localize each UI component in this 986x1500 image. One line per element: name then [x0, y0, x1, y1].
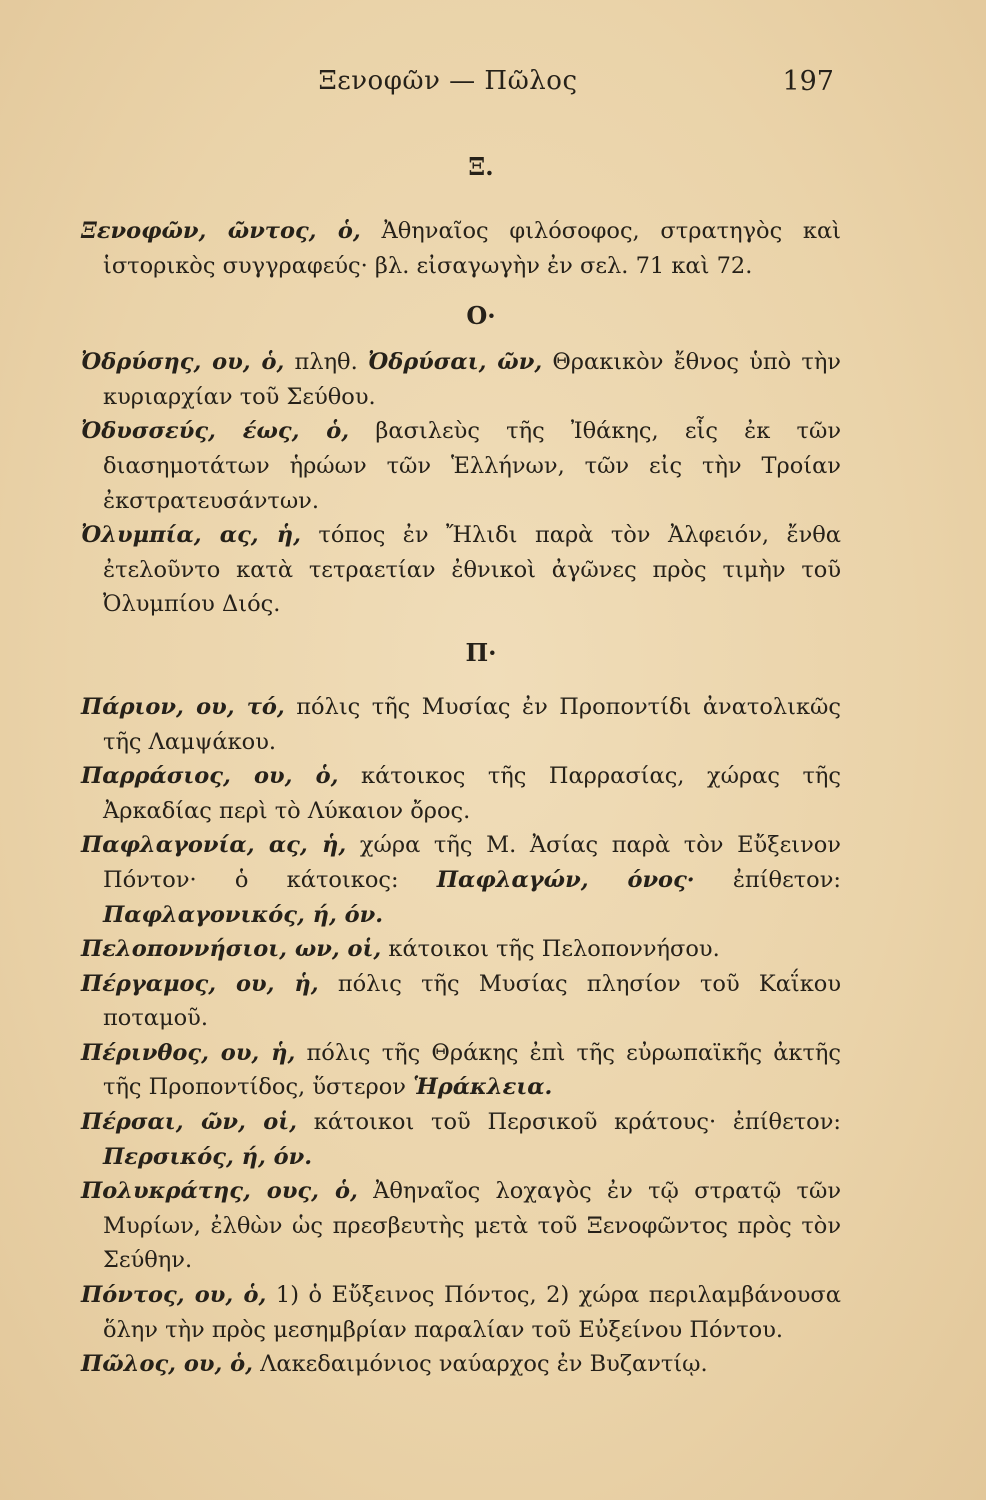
glossary-entry: [81, 1278, 841, 1347]
entry-definition: κάτοικοι τῆς Πελοποννήσου.: [388, 936, 720, 963]
entry-definition: Θρακικὸν ἔθνος ὑπὸ τὴν κυριαρχίαν τοῦ Σεύθου.: [103, 349, 841, 410]
entry-headword: Πῶλος, ου, ὁ,: [81, 1351, 253, 1378]
entry-definition: κάτοικοι τοῦ Περσικοῦ κράτους· ἐπίθετον:: [313, 1109, 841, 1136]
section-letter-omicron: Ο·: [466, 301, 496, 331]
entry-definition: πόλις τῆς Μυσίας πλησίον τοῦ Καΐκου ποταμοῦ.: [103, 970, 842, 1032]
entry-definition: πληθ.: [294, 349, 358, 376]
entry-headword-plural: Ὀδρύσαι, ῶν,: [367, 349, 543, 376]
glossary-entry: [81, 1174, 841, 1278]
section-letter-pi: Π·: [465, 637, 497, 667]
entry-definition: 1) ὁ Εὔξεινος Πόντος, 2) χώρα περιλαμβάνουσα ὅλην τὴν πρὸς μεσημβρίαν παραλίαν τοῦ Εὐξείνου Πόντου.: [103, 1282, 841, 1343]
glossary-entry: [81, 1036, 841, 1105]
entry-headword-adjective: Παφλαγονικός, ή, όν.: [103, 901, 384, 928]
glossary-entry: [81, 932, 841, 967]
entry-headword: Πέργαμος, ου, ἡ,: [81, 970, 319, 997]
entry-definition: Ἀθηναῖος φιλόσοφος, στρατηγὸς καὶ ἱστορικὸς συγγραφεύς· βλ. εἰσαγωγὴν ἐν σελ. 71 καὶ 72.: [103, 218, 842, 279]
glossary-entry: [81, 345, 841, 414]
entry-definition: Ἀθηναῖος λοχαγὸς ἐν τῷ στρατῷ τῶν Μυρίων, ἐλθὼν ὡς πρεσβευτὴς μετὰ τοῦ Ξενοφῶντος πρὸς τὸν Σεύθην.: [103, 1178, 841, 1274]
entry-definition: πόλις τῆς Θράκης ἐπὶ τῆς εὐρωπαϊκῆς ἀκτῆς τῆς Προποντίδος, ὕστερον: [103, 1039, 842, 1101]
entry-headword: Πελοποννήσιοι, ων, οἱ,: [81, 936, 382, 963]
entry-definition: χώρα τῆς Μ. Ἀσίας παρὰ τὸν Εὔξεινον Πόντον· ὁ κάτοικος:: [103, 832, 841, 893]
running-title: Ξενοφῶν — Πῶλος: [318, 66, 578, 96]
glossary-entry: [81, 1105, 841, 1174]
glossary-entry: [81, 828, 841, 932]
entry-headword: Πέρσαι, ῶν, οἱ,: [81, 1109, 297, 1136]
entry-headword: Ξενοφῶν, ῶντος, ὁ,: [81, 218, 361, 244]
entry-headword-inhabitant: Παφλαγών, όνος·: [436, 866, 695, 893]
glossary-content: [81, 150, 841, 1382]
glossary-entry: [81, 414, 841, 518]
entry-definition: Λακεδαιμόνιος ναύαρχος ἐν Βυζαντίῳ.: [260, 1351, 708, 1378]
entry-headword: Πάριον, ου, τό,: [81, 693, 285, 720]
entry-headword: Παρράσιος, ου, ὁ,: [81, 763, 339, 790]
glossary-entry: [81, 214, 841, 283]
entry-definition: ἐπίθετον:: [732, 866, 841, 893]
section-letter-xi: Ξ.: [468, 152, 494, 181]
entry-definition: βασιλεὺς τῆς Ἰθάκης, εἷς ἐκ τῶν διασημοτάτων ἡρώων τῶν Ἑλλήνων, τῶν εἰς τὴν Τροίαν ἐκστρατευσάντων.: [103, 418, 841, 514]
entry-definition: πόλις τῆς Μυσίας ἐν Προποντίδι ἀνατολικῶς τῆς Λαμψάκου.: [103, 693, 841, 755]
entry-headword: Ὀδρύσης, ου, ὁ,: [81, 349, 285, 376]
glossary-entry: [81, 759, 841, 828]
page-header: [0, 66, 986, 102]
glossary-entry: [81, 690, 841, 759]
entry-definition: κάτοικος τῆς Παρρασίας, χώρας τῆς Ἀρκαδίας περὶ τὸ Λύκαιον ὄρος.: [103, 763, 842, 824]
page-number: 197: [782, 66, 834, 97]
entry-headword: Πόντος, ου, ὁ,: [81, 1282, 267, 1309]
entry-headword: Πολυκράτης, ους, ὁ,: [81, 1178, 358, 1205]
entry-headword-adjective: Περσικός, ή, όν.: [103, 1143, 313, 1170]
entry-headword: Παφλαγονία, ας, ἡ,: [81, 832, 347, 859]
glossary-entry: [81, 1347, 841, 1382]
glossary-entry: [81, 967, 841, 1036]
glossary-entry: [81, 518, 841, 622]
entry-headword: Ὀδυσσεύς, έως, ὁ,: [81, 418, 350, 445]
entry-headword: Ὀλυμπία, ας, ἡ,: [81, 522, 301, 549]
entry-headword-later-name: Ἡράκλεια.: [413, 1074, 553, 1101]
entry-headword: Πέρινθος, ου, ἡ,: [81, 1039, 296, 1066]
entry-definition: τόπος ἐν Ἤλιδι παρὰ τὸν Ἀλφειόν, ἔνθα ἐτελοῦντο κατὰ τετραετίαν ἐθνικοὶ ἀγῶνες πρὸς τιμὴν τοῦ Ὀλυμπίου Διός.: [103, 522, 842, 618]
